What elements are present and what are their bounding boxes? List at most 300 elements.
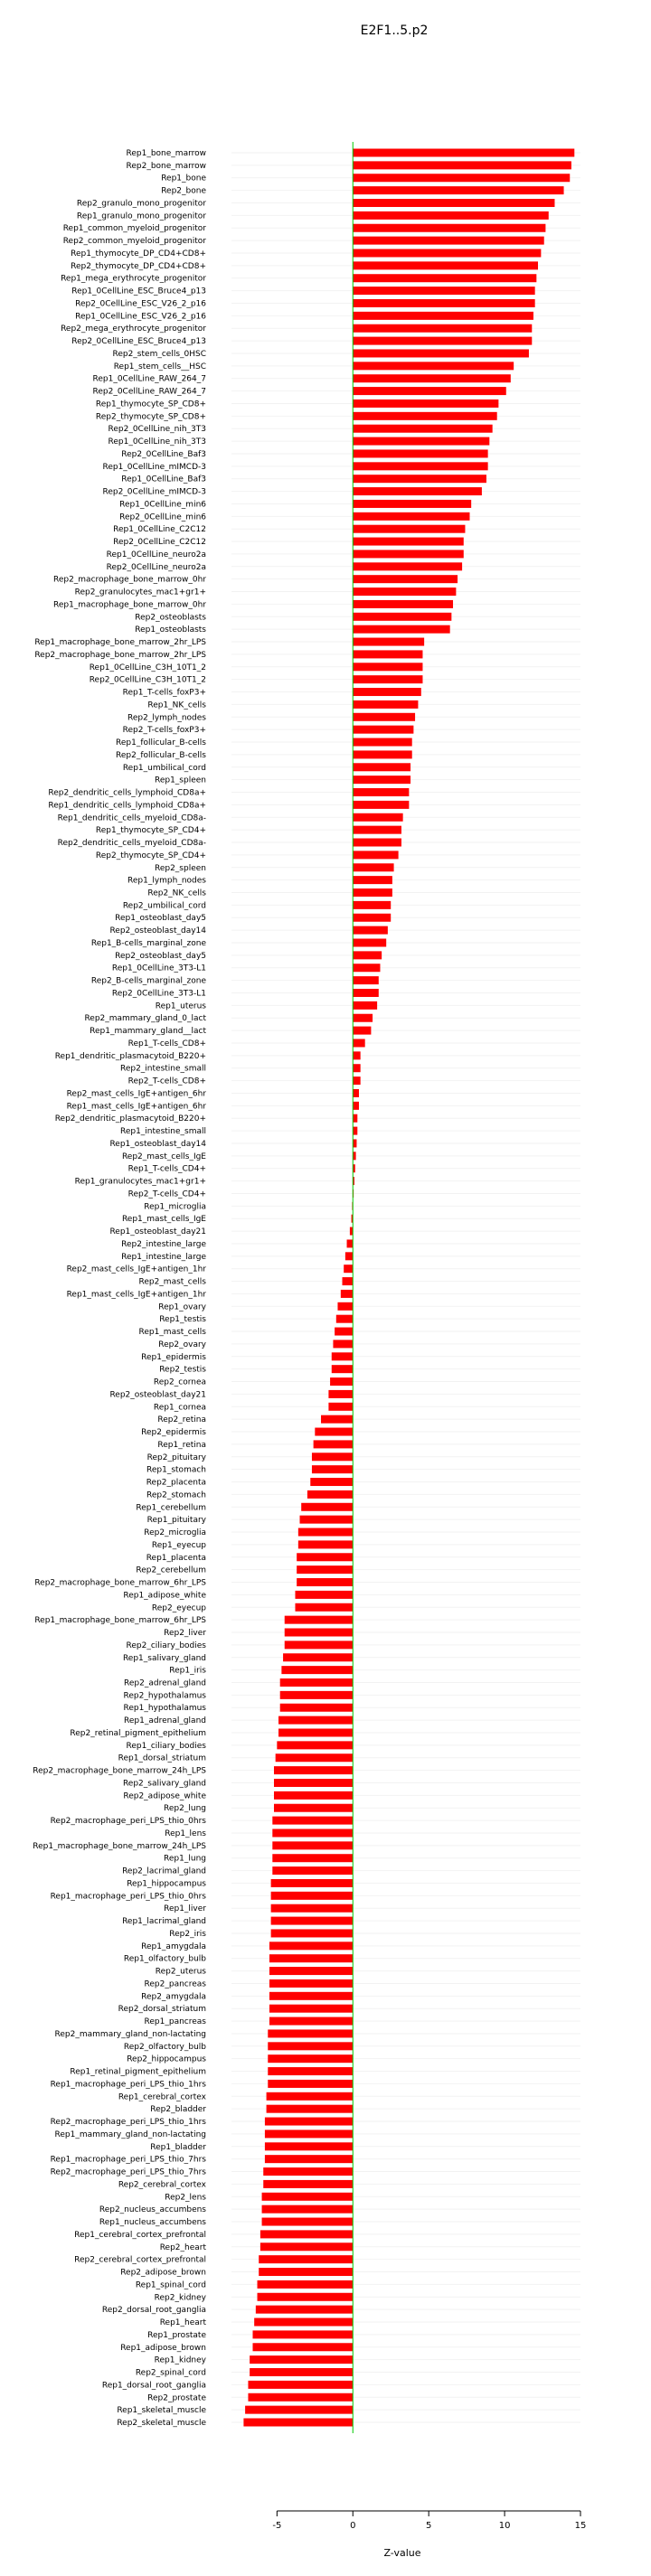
category-label: Rep1_mammary_gland__lact [90, 1027, 206, 1037]
category-label: Rep2_skeletal_muscle [117, 2419, 206, 2428]
bar [353, 1139, 356, 1147]
bar [353, 249, 541, 257]
bar [259, 2268, 353, 2276]
category-label: Rep2_T-cells_CD4+ [127, 1189, 206, 1199]
bar [252, 2343, 353, 2351]
category-label: Rep1_spleen [154, 776, 206, 785]
category-label: Rep2_umbilical_cord [122, 901, 206, 911]
bar [272, 1854, 353, 1862]
bar [269, 1992, 353, 2000]
category-label: Rep2_osteoblast_day5 [115, 951, 206, 961]
bar [353, 261, 538, 269]
bar [353, 788, 409, 796]
category-label: Rep2_adrenal_gland [124, 1678, 206, 1688]
bar [353, 538, 464, 546]
bar [274, 1791, 353, 1800]
bar [272, 1841, 353, 1849]
category-label: Rep1_mega_erythrocyte_progenitor [61, 274, 206, 284]
bar [254, 2318, 353, 2327]
category-label: Rep2_intestine_large [121, 1239, 206, 1249]
category-label: Rep1_cerebral_cortex [118, 2092, 206, 2102]
category-label: Rep1_dorsal_striatum [118, 1753, 206, 1763]
category-label: Rep1_T-cells_foxP3+ [122, 688, 206, 698]
category-label: Rep2_testis [159, 1365, 206, 1375]
bar [250, 2355, 353, 2364]
bar [263, 2180, 353, 2188]
bar [245, 2406, 353, 2414]
bar [353, 876, 392, 884]
category-label: Rep2_spleen [154, 863, 206, 873]
bar [297, 1553, 353, 1561]
category-label: Rep1_0CellLine_3T3-L1 [111, 964, 206, 973]
category-label: Rep2_thymocyte_SP_CD8+ [95, 412, 206, 422]
category-label: Rep2_0CellLine_min6 [119, 512, 206, 522]
category-label: Rep1_thymocyte_DP_CD4+CD8+ [71, 249, 206, 259]
category-label: Rep2_placenta [146, 1478, 206, 1488]
bar [353, 575, 458, 583]
category-label: Rep2_0CellLine_C2C12 [113, 538, 206, 548]
category-label: Rep2_dorsal_striatum [118, 2005, 206, 2015]
category-label: Rep2_NK_cells [147, 888, 206, 898]
category-label: Rep1_cornea [153, 1403, 206, 1413]
bar [269, 1967, 353, 1975]
bar [259, 2255, 353, 2263]
bar [353, 1001, 377, 1010]
bar [310, 1478, 353, 1486]
bar [250, 2368, 353, 2376]
bar [336, 1315, 353, 1323]
category-label: Rep1_mast_cells_IgE [121, 1215, 206, 1225]
bar [353, 914, 391, 922]
category-label: Rep1_0CellLine_nih_3T3 [108, 437, 206, 447]
category-label: Rep2_pituitary [146, 1453, 206, 1462]
category-label: Rep1_macrophage_peri_LPS_thio_1hrs [50, 2080, 206, 2090]
bar [262, 2205, 354, 2214]
bar [265, 2118, 353, 2126]
category-label: Rep1_intestine_large [121, 1252, 206, 1262]
bar [345, 1252, 353, 1260]
category-label: Rep2_osteoblast_day14 [109, 926, 206, 936]
bar [353, 274, 536, 282]
category-label: Rep2_mega_erythrocyte_progenitor [61, 324, 206, 334]
category-label: Rep1_granulocytes_mac1+gr1+ [74, 1177, 206, 1187]
bar [341, 1290, 353, 1298]
category-label: Rep1_spinal_cord [135, 2280, 206, 2290]
category-label: Rep1_salivary_gland [122, 1653, 206, 1663]
bar [268, 2080, 353, 2088]
bar [353, 299, 534, 307]
bar [353, 212, 548, 220]
category-label: Rep2_lymph_nodes [127, 713, 206, 723]
bar [337, 1302, 353, 1311]
bar [297, 1578, 353, 1586]
category-label: Rep1_thymocyte_SP_CD4+ [95, 826, 206, 836]
category-label: Rep2_cerebral_cortex [118, 2180, 206, 2190]
bar [285, 1616, 354, 1624]
category-label: Rep2_cornea [153, 1377, 206, 1387]
bar [353, 600, 453, 608]
category-label: Rep2_macrophage_bone_marrow_6hr_LPS [34, 1578, 206, 1588]
bar [353, 1064, 360, 1072]
bar [274, 1766, 353, 1774]
bar [312, 1453, 353, 1461]
bar [278, 1728, 353, 1736]
bar [269, 2017, 353, 2026]
bar [280, 1691, 354, 1699]
bar [353, 562, 462, 570]
category-label: Rep1_0CellLine_C3H_10T1_2 [89, 663, 206, 672]
bar [300, 1516, 354, 1524]
bar [265, 2142, 353, 2150]
category-label: Rep2_mammary_gland_0_lact [84, 1014, 206, 1024]
category-label: Rep1_uterus [155, 1001, 206, 1011]
bar [258, 2293, 354, 2301]
bar [353, 1114, 357, 1123]
category-label: Rep1_0CellLine_ESC_V26_2_p16 [75, 312, 206, 322]
category-label: Rep2_macrophage_peri_LPS_thio_0hrs [50, 1817, 206, 1827]
bar [315, 1428, 353, 1436]
bar [248, 2381, 353, 2389]
bar [314, 1440, 354, 1448]
category-label: Rep2_intestine_small [119, 1064, 206, 1074]
category-label: Rep1_lens [165, 1829, 206, 1838]
category-label: Rep1_testis [159, 1315, 206, 1325]
bar [353, 776, 410, 784]
category-label: Rep1_amygdala [141, 1941, 206, 1951]
bar [353, 1089, 359, 1097]
category-label: Rep1_heart [159, 2318, 206, 2328]
bar [280, 1704, 354, 1712]
category-label: Rep2_adipose_brown [120, 2268, 206, 2278]
bar [252, 2330, 353, 2338]
category-label: Rep1_pancreas [144, 2017, 206, 2027]
category-label: Rep2_iris [169, 1929, 206, 1939]
category-label: Rep2_mast_cells [138, 1277, 206, 1287]
category-label: Rep1_macrophage_bone_marrow_0hr [52, 600, 206, 610]
bar [353, 588, 456, 596]
bar [278, 1716, 353, 1725]
x-tick-label: 0 [350, 2521, 356, 2531]
bar [332, 1352, 353, 1360]
category-label: Rep2_follicular_B-cells [116, 750, 206, 760]
bar [272, 1866, 353, 1875]
category-label: Rep2_bladder [150, 2105, 206, 2115]
category-label: Rep1_bone_marrow [126, 149, 206, 158]
chart-title: E2F1..5.p2 [360, 24, 429, 38]
category-label: Rep2_thymocyte_DP_CD4+CD8+ [71, 261, 206, 271]
bar [269, 1941, 353, 1950]
bar [298, 1540, 353, 1548]
category-label: Rep1_stomach [146, 1465, 206, 1475]
category-label: Rep1_macrophage_bone_marrow_2hr_LPS [34, 638, 206, 648]
bar [269, 1954, 353, 1962]
bar [312, 1465, 353, 1473]
category-label: Rep2_0CellLine_C3H_10T1_2 [89, 675, 206, 685]
bar [262, 2218, 354, 2226]
category-label: Rep2_macrophage_bone_marrow_24h_LPS [33, 1766, 206, 1776]
x-tick-label: 5 [425, 2521, 432, 2531]
category-label: Rep1_retinal_pigment_epithelium [70, 2067, 206, 2077]
category-label: Rep2_0CellLine_ESC_V26_2_p16 [75, 299, 206, 309]
category-label: Rep1_granulo_mono_progenitor [76, 212, 206, 221]
category-label: Rep1_B-cells_marginal_zone [90, 938, 206, 948]
bar [353, 324, 532, 333]
bar [353, 926, 388, 935]
category-label: Rep1_0CellLine_C2C12 [113, 525, 206, 535]
bars-group [231, 142, 580, 2433]
bar [353, 237, 543, 245]
bar [272, 1817, 353, 1825]
bar [353, 901, 391, 909]
category-label: Rep2_0CellLine_neuro2a [106, 562, 206, 572]
category-label: Rep1_ovary [158, 1302, 206, 1312]
category-label: Rep1_0CellLine_ESC_Bruce4_p13 [71, 287, 206, 296]
bar [274, 1779, 353, 1787]
category-label: Rep2_olfactory_bulb [123, 2042, 206, 2052]
bar [353, 738, 411, 747]
bar [353, 1127, 357, 1135]
x-tick-label: 10 [498, 2521, 511, 2531]
category-label: Rep1_macrophage_peri_LPS_thio_7hrs [50, 2155, 206, 2165]
bar [353, 839, 401, 847]
category-label: Rep1_hippocampus [127, 1879, 206, 1889]
category-label: Rep1_retina [157, 1440, 206, 1450]
bar [353, 174, 570, 182]
category-label: Rep2_stomach [146, 1490, 206, 1500]
bar [307, 1490, 353, 1499]
bar [271, 1917, 354, 1925]
bar [353, 663, 422, 671]
bar [268, 2054, 353, 2063]
category-label: Rep1_lung [164, 1854, 206, 1864]
bar [268, 2067, 353, 2075]
category-label: Rep1_adrenal_gland [124, 1716, 206, 1726]
bar [274, 1804, 353, 1812]
bar [271, 1904, 354, 1913]
category-label: Rep2_nucleus_accumbens [99, 2205, 206, 2215]
bar [353, 726, 413, 734]
bar [353, 186, 563, 194]
bar [344, 1264, 353, 1273]
bar [353, 437, 489, 446]
category-label: Rep1_stem_cells__HSC [113, 362, 206, 371]
category-label: Rep2_common_myeloid_progenitor [62, 237, 206, 247]
bar [353, 449, 487, 457]
category-label: Rep1_macrophage_bone_marrow_24h_LPS [33, 1841, 206, 1851]
category-label: Rep2_adipose_white [123, 1791, 206, 1801]
category-label: Rep2_T-cells_foxP3+ [122, 726, 206, 736]
x-axis [272, 2511, 586, 2531]
bar [267, 2092, 354, 2101]
category-label: Rep2_granulocytes_mac1+gr1+ [74, 588, 206, 597]
category-label: Rep2_ciliary_bodies [126, 1641, 206, 1650]
category-label: Rep1_liver [164, 1904, 206, 1914]
category-label: Rep2_lung [164, 1804, 206, 1814]
bar [269, 2005, 353, 2013]
bar [353, 938, 386, 946]
category-label: Rep1_olfactory_bulb [123, 1954, 206, 1964]
category-label: Rep1_osteoblast_day21 [109, 1227, 206, 1237]
category-label: Rep2_retinal_pigment_epithelium [70, 1728, 206, 1738]
category-label: Rep1_macrophage_bone_marrow_6hr_LPS [34, 1616, 206, 1626]
category-label: Rep1_iris [169, 1666, 206, 1676]
category-label: Rep1_osteoblast_day14 [109, 1139, 206, 1149]
category-label: Rep2_pancreas [144, 1979, 206, 1989]
bar [353, 312, 533, 320]
bar [277, 1741, 353, 1749]
category-label: Rep2_liver [164, 1629, 206, 1639]
category-label: Rep2_0CellLine_nih_3T3 [108, 425, 206, 435]
bar [353, 826, 401, 834]
bar [353, 500, 471, 508]
category-label: Rep1_kidney [154, 2355, 206, 2365]
category-label: Rep1_osteoblast_day5 [115, 914, 206, 924]
category-label: Rep1_placenta [146, 1553, 206, 1563]
category-label: Rep2_0CellLine_mIMCD-3 [102, 487, 206, 497]
bar [353, 1051, 360, 1059]
category-label: Rep1_microglia [144, 1202, 206, 1212]
category-label: Rep1_epidermis [141, 1352, 206, 1362]
category-label: Rep2_hippocampus [127, 2054, 206, 2064]
category-label: Rep2_granulo_mono_progenitor [76, 199, 206, 209]
category-label: Rep1_T-cells_CD4+ [127, 1164, 206, 1174]
category-label: Rep1_hypothalamus [123, 1704, 206, 1714]
bar [263, 2167, 353, 2176]
category-label: Rep1_dendritic_cells_myeloid_CD8a- [57, 813, 206, 823]
bar [283, 1653, 353, 1661]
bar [353, 863, 393, 871]
category-label: Rep2_microglia [144, 1528, 206, 1538]
bar [347, 1239, 354, 1247]
bar [353, 989, 379, 997]
bar [321, 1415, 353, 1424]
bar [276, 1753, 354, 1762]
category-label: Rep1_ciliary_bodies [126, 1741, 206, 1751]
bar [271, 1879, 354, 1887]
category-label: Rep2_macrophage_bone_marrow_2hr_LPS [34, 650, 206, 660]
category-label: Rep1_dendritic_cells_lymphoid_CD8a+ [48, 801, 206, 811]
bar [353, 713, 415, 721]
category-label: Rep2_hypothalamus [123, 1691, 206, 1701]
category-label: Rep2_macrophage_peri_LPS_thio_1hrs [50, 2118, 206, 2128]
bar [243, 2419, 353, 2427]
bar [353, 400, 498, 408]
bar [353, 462, 487, 470]
category-label: Rep1_cerebellum [136, 1503, 206, 1513]
bar [260, 2242, 353, 2251]
category-label: Rep1_adipose_white [123, 1591, 206, 1601]
bar [353, 475, 486, 483]
bar [269, 1979, 353, 1988]
category-label: Rep1_T-cells_CD8+ [127, 1039, 206, 1048]
bar [335, 1328, 353, 1336]
bar [280, 1678, 354, 1687]
category-label: Rep2_mast_cells_IgE [121, 1152, 206, 1161]
bar [285, 1629, 354, 1637]
bar [330, 1377, 353, 1386]
category-label: Rep2_0CellLine_3T3-L1 [111, 989, 206, 999]
bar [295, 1603, 353, 1612]
bar [267, 2105, 354, 2113]
category-label: Rep1_0CellLine_neuro2a [106, 550, 206, 559]
bar [353, 349, 529, 357]
bar [353, 951, 382, 959]
bar [353, 976, 379, 984]
bar [271, 1892, 354, 1900]
bar [353, 964, 380, 972]
category-label: Rep1_thymocyte_SP_CD8+ [95, 400, 206, 409]
bar [353, 337, 532, 345]
bar [353, 525, 465, 533]
category-label: Rep1_follicular_B-cells [116, 738, 206, 748]
category-label: Rep2_mast_cells_IgE+antigen_1hr [66, 1264, 206, 1274]
bar [350, 1227, 353, 1236]
category-label: Rep1_eyecup [151, 1540, 206, 1550]
category-label: Rep2_uterus [155, 1967, 206, 1977]
bar [353, 1014, 373, 1022]
bar [258, 2280, 354, 2289]
category-label: Rep1_skeletal_muscle [117, 2406, 206, 2416]
bar [353, 1039, 364, 1047]
bar [301, 1503, 353, 1511]
bar [271, 1929, 354, 1937]
bar [328, 1390, 353, 1398]
category-label: Rep2_mammary_gland_non-lactating [54, 2029, 206, 2039]
bar [260, 2230, 353, 2238]
x-axis-label: Z-value [383, 2547, 421, 2559]
bar [268, 2029, 353, 2037]
category-label: Rep1_mammary_gland_non-lactating [54, 2129, 206, 2139]
category-label: Rep1_lymph_nodes [127, 876, 206, 886]
bar [353, 512, 469, 521]
category-label: Rep1_mast_cells_IgE+antigen_6hr [66, 1102, 206, 1112]
bar [353, 613, 451, 621]
bar [353, 199, 554, 207]
category-label: Rep1_osteoblasts [135, 625, 206, 635]
category-labels-group [33, 149, 206, 2428]
bar [353, 224, 545, 232]
category-label: Rep2_dendritic_plasmacytoid_B220+ [54, 1114, 206, 1124]
category-label: Rep1_0CellLine_min6 [119, 500, 206, 510]
bar [353, 550, 464, 558]
category-label: Rep2_bone [161, 186, 206, 196]
bar [353, 412, 496, 420]
bar [248, 2393, 353, 2402]
category-label: Rep2_prostate [147, 2393, 206, 2403]
category-label: Rep1_mast_cells [138, 1328, 206, 1338]
bar [353, 688, 421, 696]
bar [353, 1102, 359, 1110]
category-label: Rep2_osteoblast_day21 [109, 1390, 206, 1400]
category-label: Rep1_intestine_small [119, 1127, 206, 1137]
bar [353, 750, 411, 758]
category-label: Rep2_cerebral_cortex_prefrontal [74, 2255, 206, 2265]
category-label: Rep2_ovary [158, 1340, 206, 1349]
bar [353, 700, 418, 709]
bar [285, 1641, 354, 1649]
category-label: Rep2_B-cells_marginal_zone [90, 976, 206, 986]
category-label: Rep1_0CellLine_RAW_264_7 [92, 374, 206, 384]
x-tick-label: 15 [574, 2521, 587, 2531]
bar [353, 650, 422, 658]
bar [256, 2306, 353, 2314]
category-label: Rep2_thymocyte_SP_CD4+ [95, 851, 206, 860]
bar [295, 1591, 353, 1599]
bar [353, 387, 506, 395]
category-label: Rep2_bone_marrow [126, 161, 206, 171]
bar [353, 287, 534, 295]
bar [353, 851, 398, 859]
